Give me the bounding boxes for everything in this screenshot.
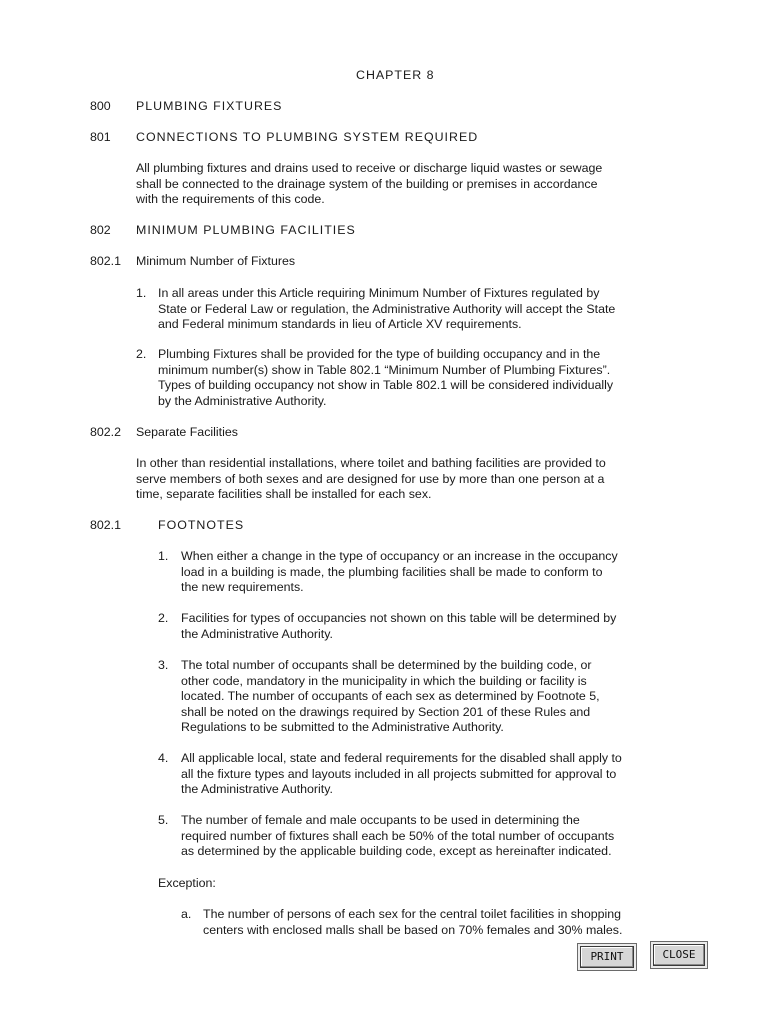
footnote-item [181,658,741,736]
footnote-number: 4. [158,751,169,765]
item-line: shall be noted on the drawings required by Section 201 of these Rules and [181,704,591,719]
section-800-number: 800 [90,99,111,113]
item-line: load in a building is made, the plumbing facilities shall be made to conform to [181,564,603,579]
section-802-number: 802 [90,223,111,237]
item-line: located. The number of occupants of each sex as determined by Footnote 5, [181,689,600,703]
section-8021-number: 802.1 [90,254,122,268]
footnotes-title: FOOTNOTES [158,518,245,532]
chapter-title: CHAPTER 8 [356,68,435,82]
item-line: by the Administrative Authority. [158,393,327,408]
item-line: the Administrative Authority. [181,782,333,796]
exception-label: Exception: [158,876,216,890]
footnote-item [181,813,741,860]
item-line: other code, mandatory in the municipality in which the building or facility is [181,673,587,688]
item-line: and Federal minimum standards in lieu of Article XV requirements. [158,317,522,331]
section-801-number: 801 [90,130,111,144]
section-8022-title: Separate Facilities [136,425,238,439]
item-line: When either a change in the type of occupancy or an increase in the occupancy [181,549,618,563]
footnote-item [181,611,741,642]
item-line: required number of fixtures shall each be 50% of the total number of occupants [181,828,615,843]
body-line: In other than residential installations, where toilet and bathing facilities are provided to [136,456,606,470]
item-line: all the fixture types and layouts included in all projects submitted for approval to [181,766,617,781]
body-line: with the requirements of this code. [136,192,325,206]
exception-item [203,907,743,938]
footnote-item [181,751,741,798]
footnote-number: 2. [158,611,169,625]
item-line: All applicable local, state and federal requirements for the disabled shall apply to [181,751,622,765]
section-800-title: PLUMBING FIXTURES [136,99,283,113]
item-line: In all areas under this Article requiring Minimum Number of Fixtures regulated by [158,286,600,300]
item-line: Plumbing Fixtures shall be provided for the type of building occupancy and in the [158,347,601,361]
list-item [158,347,738,409]
body-line: serve members of both sexes and are designed for use by more than one person at a [136,471,605,486]
item-line: minimum number(s) show in Table 802.1 “Minimum Number of Plumbing Fixtures”. [158,362,611,377]
footnote-item [181,549,741,596]
list-item-number: 1. [136,286,147,300]
item-line: centers with enclosed malls shall be based on 70% females and 30% males. [203,922,623,937]
item-line: The number of female and male occupants to be used in determining the [181,813,580,827]
item-line: Facilities for types of occupancies not shown on this table will be determined by [181,611,617,625]
item-line: the Administrative Authority. [181,626,333,641]
footnote-number: 1. [158,549,169,563]
exception-item-letter: a. [181,907,192,921]
item-line: as determined by the applicable building code, except as hereinafter indicated. [181,844,612,858]
close-button-frame [650,941,708,969]
close-button[interactable]: CLOSE [653,944,705,966]
section-8022-number: 802.2 [90,425,122,439]
body-line: shall be connected to the drainage system of the building or premises in accordance [136,176,598,191]
list-item-number: 2. [136,347,147,361]
list-item [158,286,738,333]
item-line: the new requirements. [181,580,304,594]
section-801-body [136,161,736,208]
body-line: All plumbing fixtures and drains used to receive or discharge liquid wastes or sewage [136,161,603,175]
footnote-number: 5. [158,813,169,827]
item-line: State or Federal Law or regulation, the Administrative Authority will accept the State [158,301,616,316]
footnotes-number: 802.1 [90,518,122,532]
section-801-title: CONNECTIONS TO PLUMBING SYSTEM REQUIRED [136,130,479,144]
footnote-number: 3. [158,658,169,672]
section-8021-title: Minimum Number of Fixtures [136,254,296,268]
item-line: Regulations to be submitted to the Administrative Authority. [181,720,504,734]
section-802-title: MINIMUM PLUMBING FACILITIES [136,223,356,237]
body-line: time, separate facilities shall be installed for each sex. [136,487,432,501]
section-8022-body [136,456,736,503]
print-button-frame [577,943,637,971]
print-button[interactable]: PRINT [580,946,634,968]
item-line: Types of building occupancy not show in Table 802.1 will be considered individually [158,378,614,392]
item-line: The number of persons of each sex for the central toilet facilities in shopping [203,907,622,921]
item-line: The total number of occupants shall be determined by the building code, or [181,658,592,672]
